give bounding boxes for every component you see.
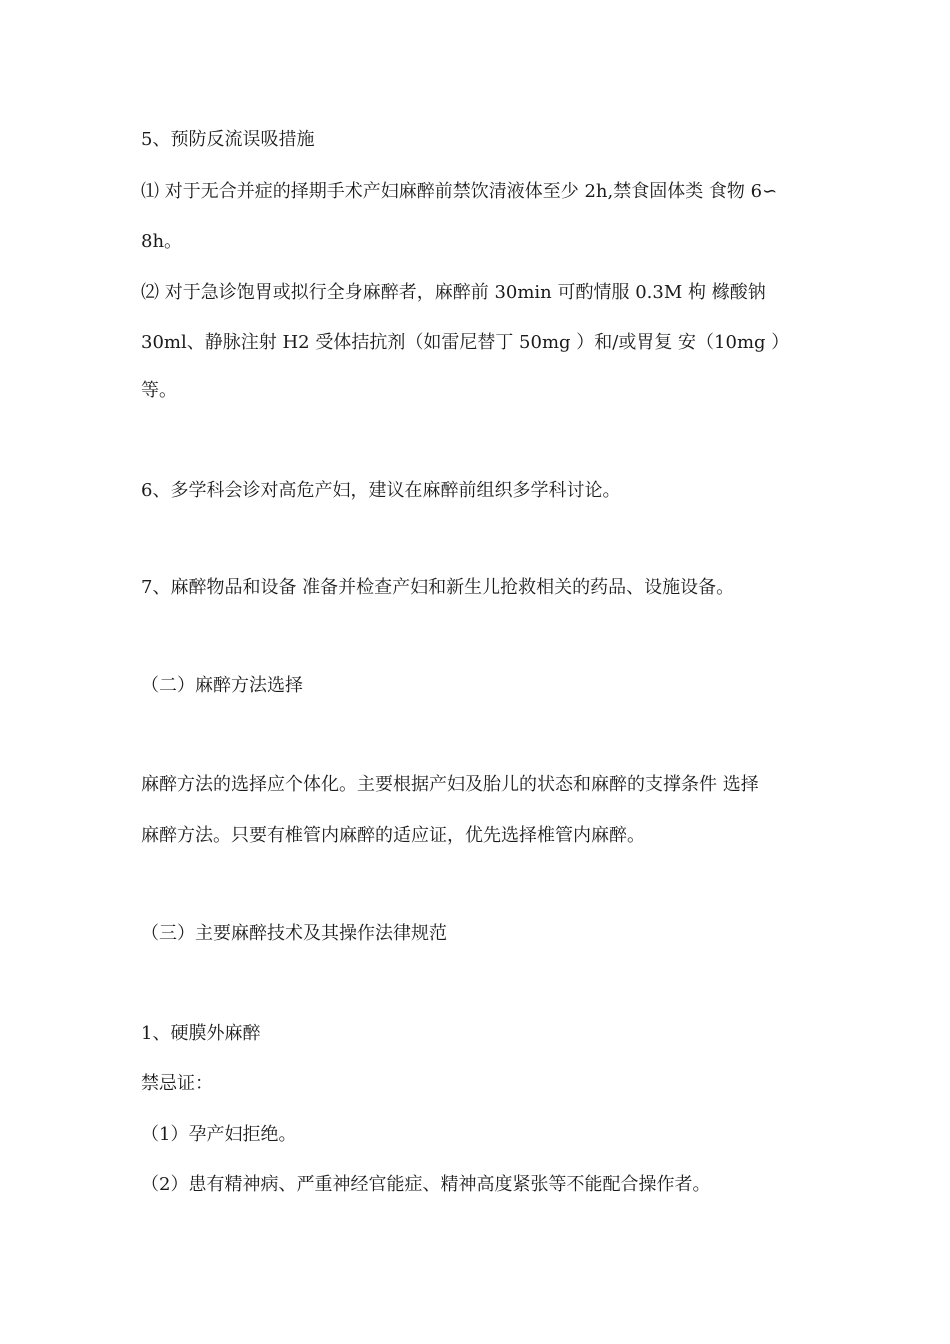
subheading-3: （三）主要麻醉技术及其操作法律规范 xyxy=(141,923,447,944)
section-5-heading: 5、预防反流误吸措施 xyxy=(141,129,315,150)
paragraph-line: ⑵ 对于急诊饱胃或拟行全身麻醉者，麻醉前 30min 可酌情服 0.3M 枸 橼酸钠 xyxy=(141,282,766,303)
paragraph-line: 麻醉方法。只要有椎管内麻醉的适应证，优先选择椎管内麻醉。 xyxy=(141,825,645,846)
section-1-heading: 1、硬膜外麻醉 xyxy=(141,1023,261,1044)
paragraph-line: ⑴ 对于无合并症的择期手术产妇麻醉前禁饮清液体至少 2h,禁食固体类 食物 6∽ xyxy=(141,181,778,202)
paragraph-line: 8h。 xyxy=(141,231,183,252)
section-6-paragraph: 6、多学科会诊对高危产妇，建议在麻醉前组织多学科讨论。 xyxy=(141,480,621,501)
paragraph-line: 麻醉方法的选择应个体化。主要根据产妇及胎儿的状态和麻醉的支撑条件 选择 xyxy=(141,774,759,795)
paragraph-line: 等。 xyxy=(141,380,177,401)
list-item: （1）孕产妇拒绝。 xyxy=(141,1124,297,1145)
contraindications-label: 禁忌证： xyxy=(141,1073,213,1094)
subheading-2: （二）麻醉方法选择 xyxy=(141,675,303,696)
paragraph-line: 30ml、静脉注射 H2 受体拮抗剂（如雷尼替丁 50mg ）和/或胃复 安（10mg ） xyxy=(141,332,790,353)
section-7-paragraph: 7、麻醉物品和设备 准备并检查产妇和新生儿抢救相关的药品、设施设备。 xyxy=(141,577,735,598)
list-item: （2）患有精神病、严重神经官能症、精神高度紧张等不能配合操作者。 xyxy=(141,1174,711,1195)
